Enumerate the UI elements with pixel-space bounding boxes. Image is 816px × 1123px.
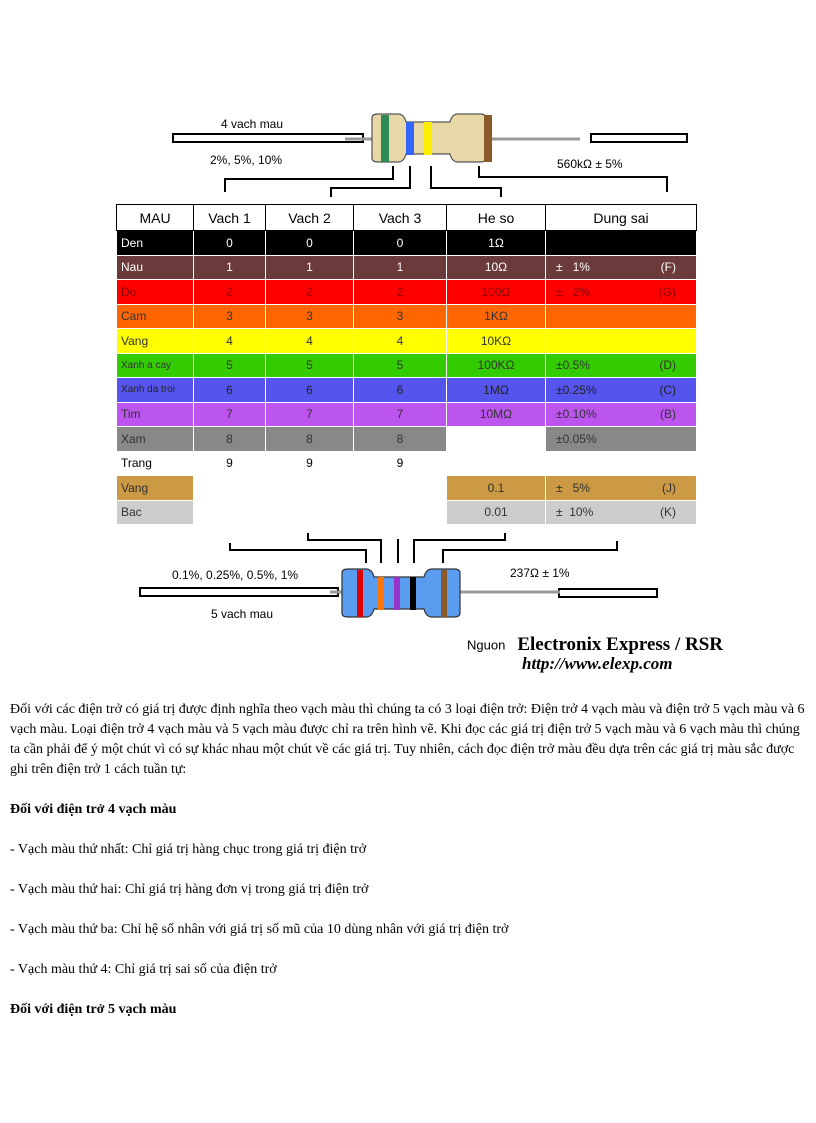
color-name-cell: Den (117, 231, 194, 256)
source-label: Nguon (467, 637, 506, 653)
header-band-2: Vach 2 (266, 205, 354, 231)
color-name-cell: Cam (117, 304, 194, 329)
band1-cell: 4 (194, 329, 266, 354)
band3-cell: 3 (354, 304, 447, 329)
band3-cell: 9 (354, 451, 447, 476)
band2-cell: 7 (266, 402, 354, 427)
header-band-3: Vach 3 (354, 205, 447, 231)
tolerance-code: (F) (660, 260, 676, 275)
five-band-left-note: 0.1%, 0.25%, 0.5%, 1% (172, 568, 299, 582)
tolerance-value: ±0.25% (556, 382, 597, 397)
band1-cell: 7 (194, 402, 266, 427)
multiplier-cell: 10Ω (447, 255, 546, 280)
color-name-cell: Xanh da troi (117, 378, 194, 403)
band3-cell: 4 (354, 329, 447, 354)
list-item: - Vạch màu thứ nhất: Chỉ giá trị hàng chục trong giá trị điện trở (10, 842, 367, 857)
band3-cell: 8 (354, 427, 447, 452)
tolerance-code: (C) (659, 382, 676, 397)
multiplier-cell: 1KΩ (447, 304, 546, 329)
color-name-cell: Trang (117, 451, 194, 476)
multiplier-cell: 100Ω (447, 280, 546, 305)
tolerance-value: ±0.05% (556, 431, 597, 446)
list-item: - Vạch màu thứ ba: Chỉ hệ số nhân với giá trị số mũ của 10 dùng nhân với giá trị điện trở (10, 922, 509, 937)
band2-cell: 9 (266, 451, 354, 476)
four-band-title: 4 vach mau (221, 117, 284, 131)
color-name-cell: Nau (117, 255, 194, 280)
tolerance-value: ± 1% (556, 260, 590, 275)
band2-cell: 2 (266, 280, 354, 305)
multiplier-cell: 100KΩ (447, 353, 546, 378)
band1-cell: 1 (194, 255, 266, 280)
tolerance-value: ±0.10% (556, 407, 597, 422)
band2-cell: 3 (266, 304, 354, 329)
band1-cell: 5 (194, 353, 266, 378)
band1-cell: 0 (194, 231, 266, 256)
band3-cell: 5 (354, 353, 447, 378)
band3-cell: 1 (354, 255, 447, 280)
band1-cell: 3 (194, 304, 266, 329)
band1-cell: 6 (194, 378, 266, 403)
tolerance-value: ± 2% (556, 284, 590, 299)
tolerance-code: (K) (660, 505, 676, 520)
five-band-right-note: 237Ω ± 1% (510, 566, 570, 580)
tolerance-value: ± 5% (556, 480, 590, 495)
band3-cell: 7 (354, 402, 447, 427)
body-text (10, 700, 806, 1040)
header-band-1: Vach 1 (194, 205, 266, 231)
band2-cell: 5 (266, 353, 354, 378)
tolerance-code: (B) (660, 407, 676, 422)
band3-cell: 0 (354, 231, 447, 256)
tolerance-code: (G) (658, 284, 676, 299)
multiplier-cell: 1Ω (447, 231, 546, 256)
band2-cell: 8 (266, 427, 354, 452)
heading-five-band: Đối với điện trở 5 vạch màu (10, 1002, 177, 1017)
band1-cell: 2 (194, 280, 266, 305)
color-name-cell: Xanh a cay (117, 353, 194, 378)
header-multiplier: He so (447, 205, 546, 231)
list-item: - Vạch màu thứ hai: Chỉ giá trị hàng đơn vị trong giá trị điện trở (10, 882, 369, 897)
tolerance-code: (D) (659, 358, 676, 373)
color-name-cell: Do (117, 280, 194, 305)
band3-cell: 2 (354, 280, 447, 305)
header-color: MAU (117, 205, 194, 231)
band1-cell: 9 (194, 451, 266, 476)
tolerance-code: (J) (662, 480, 676, 495)
four-band-left-note: 2%, 5%, 10% (210, 153, 283, 167)
tolerance-value: ± 10% (556, 505, 594, 520)
band3-cell: 6 (354, 378, 447, 403)
intro-paragraph: Đối với các điện trở có giá trị được định nghĩa theo vạch màu thì chúng ta có 3 loại điện trở: Điện trở 4 vạch màu và điện trở 5 vạch màu và 6 vạch màu. Loại điện trở 4 vạch màu và 5 vạch màu được chỉ ra trên hình vẽ. Khi đọc các giá trị điện trở 5 vạch màu và 6 vạch màu thì chúng ta cần phải để ý một chút vì có sự khác nhau một chút về các giá trị. Tuy nhiên, cách đọc điện trở màu đều dựa trên các giá trị màu sắc được ghi trên điện trở 1 cách tuần tự: (10, 702, 805, 777)
multiplier-cell: 1MΩ (447, 378, 546, 403)
band2-cell: 1 (266, 255, 354, 280)
color-name-cell: Vang (117, 476, 194, 501)
multiplier-cell: 0.1 (447, 476, 546, 501)
tolerance-value: ±0.5% (556, 358, 590, 373)
multiplier-cell: 0.01 (447, 500, 546, 525)
color-name-cell: Bac (117, 500, 194, 525)
band2-cell: 0 (266, 231, 354, 256)
color-name-cell: Tim (117, 402, 194, 427)
source-credit (467, 634, 723, 674)
header-tolerance: Dung sai (546, 205, 697, 231)
five-band-title: 5 vach mau (211, 607, 274, 621)
source-url: http://www.elexp.com (522, 654, 673, 673)
band1-cell: 8 (194, 427, 266, 452)
band2-cell: 6 (266, 378, 354, 403)
list-item: - Vạch màu thứ 4: Chỉ giá trị sai số của điện trở (10, 962, 277, 977)
band2-cell: 4 (266, 329, 354, 354)
source-company: Electronix Express / RSR (517, 634, 723, 655)
color-name-cell: Xam (117, 427, 194, 452)
multiplier-cell: 10KΩ (447, 329, 546, 354)
color-name-cell: Vang (117, 329, 194, 354)
heading-four-band: Đối với điện trở 4 vạch màu (10, 802, 177, 817)
four-band-right-note: 560kΩ ± 5% (557, 157, 623, 171)
multiplier-cell: 10MΩ (447, 402, 546, 427)
